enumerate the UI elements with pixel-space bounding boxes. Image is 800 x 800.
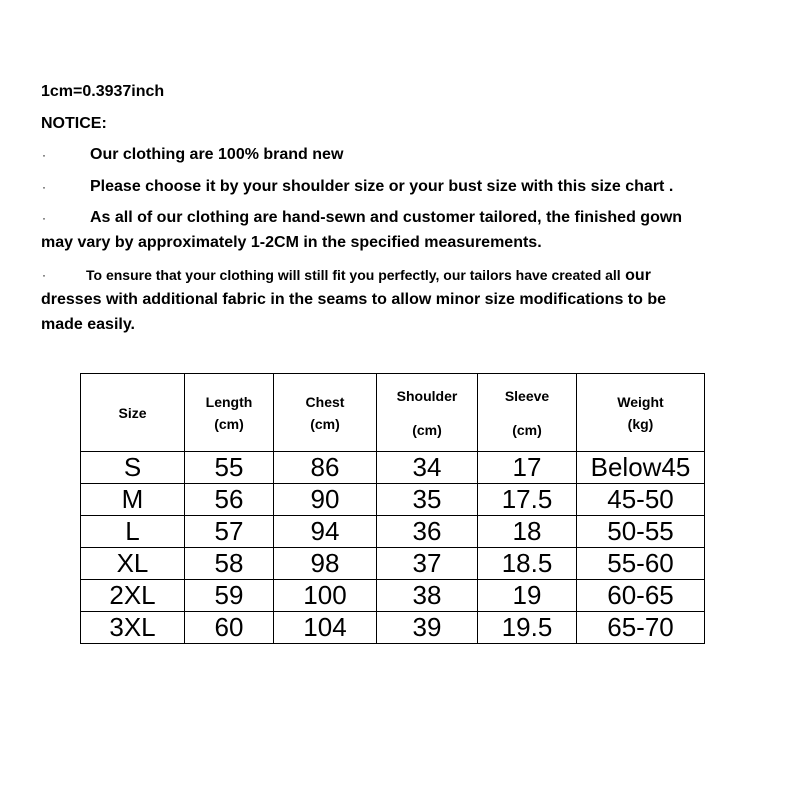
- cell-size: 3XL: [81, 612, 185, 644]
- conversion-note: 1cm=0.3937inch: [41, 83, 165, 100]
- cell-size: L: [81, 516, 185, 548]
- header-shoulder: Shoulder (cm): [377, 374, 478, 452]
- cell-chest: 100: [274, 580, 377, 612]
- cell-weight: 60-65: [577, 580, 705, 612]
- notice-title: NOTICE:: [41, 115, 107, 132]
- cell-shoulder: 35: [377, 484, 478, 516]
- cell-length: 56: [185, 484, 274, 516]
- cell-chest: 98: [274, 548, 377, 580]
- notice-item-2: Please choose it by your shoulder size or your bust size with this size chart .: [90, 178, 674, 195]
- notice-item-4-line-2: dresses with additional fabric in the seams to allow minor size modifications to be: [41, 291, 667, 308]
- header-weight: Weight (kg): [577, 374, 705, 452]
- header-chest: Chest (cm): [274, 374, 377, 452]
- table-row: [81, 516, 705, 548]
- table-row: [81, 452, 705, 484]
- cell-shoulder: 37: [377, 548, 478, 580]
- cell-sleeve: 19.5: [478, 612, 577, 644]
- cell-sleeve: 18.5: [478, 548, 577, 580]
- cell-chest: 90: [274, 484, 377, 516]
- header-size: Size: [81, 374, 185, 452]
- notice-item-4-emphasis: our: [625, 267, 651, 284]
- header-length: Length (cm): [185, 374, 274, 452]
- cell-weight: Below45: [577, 452, 705, 484]
- size-chart-table: [80, 373, 705, 644]
- cell-weight: 65-70: [577, 612, 705, 644]
- table-row: [81, 548, 705, 580]
- cell-size: XL: [81, 548, 185, 580]
- bullet-3: ·: [42, 211, 46, 225]
- cell-weight: 55-60: [577, 548, 705, 580]
- cell-chest: 104: [274, 612, 377, 644]
- header-sleeve: Sleeve (cm): [478, 374, 577, 452]
- table-row: [81, 612, 705, 644]
- notice-item-3-line-1: As all of our clothing are hand-sewn and customer tailored, the finished gown: [90, 209, 683, 226]
- cell-size: M: [81, 484, 185, 516]
- bullet-4: ·: [42, 268, 46, 282]
- bullet-2: ·: [42, 180, 46, 194]
- notice-item-3-line-2: may vary by approximately 1-2CM in the specified measurements.: [41, 234, 542, 251]
- cell-shoulder: 39: [377, 612, 478, 644]
- cell-length: 58: [185, 548, 274, 580]
- bullet-1: ·: [42, 148, 46, 162]
- cell-weight: 45-50: [577, 484, 705, 516]
- notice-item-4-small-text: To ensure that your clothing will still fit you perfectly, our tailors have created all: [86, 267, 621, 283]
- notice-item-1: Our clothing are 100% brand new: [90, 146, 344, 163]
- table-row: [81, 484, 705, 516]
- cell-shoulder: 38: [377, 580, 478, 612]
- notice-item-4-line-3: made easily.: [41, 316, 135, 333]
- cell-sleeve: 17: [478, 452, 577, 484]
- cell-length: 55: [185, 452, 274, 484]
- cell-shoulder: 36: [377, 516, 478, 548]
- cell-weight: 50-55: [577, 516, 705, 548]
- cell-length: 60: [185, 612, 274, 644]
- notice-item-4-line-1: [86, 265, 651, 286]
- cell-length: 59: [185, 580, 274, 612]
- cell-length: 57: [185, 516, 274, 548]
- cell-size: 2XL: [81, 580, 185, 612]
- cell-sleeve: 18: [478, 516, 577, 548]
- cell-sleeve: 19: [478, 580, 577, 612]
- cell-chest: 86: [274, 452, 377, 484]
- cell-sleeve: 17.5: [478, 484, 577, 516]
- table-header-row: [81, 374, 705, 452]
- table-row: [81, 580, 705, 612]
- cell-size: S: [81, 452, 185, 484]
- cell-shoulder: 34: [377, 452, 478, 484]
- cell-chest: 94: [274, 516, 377, 548]
